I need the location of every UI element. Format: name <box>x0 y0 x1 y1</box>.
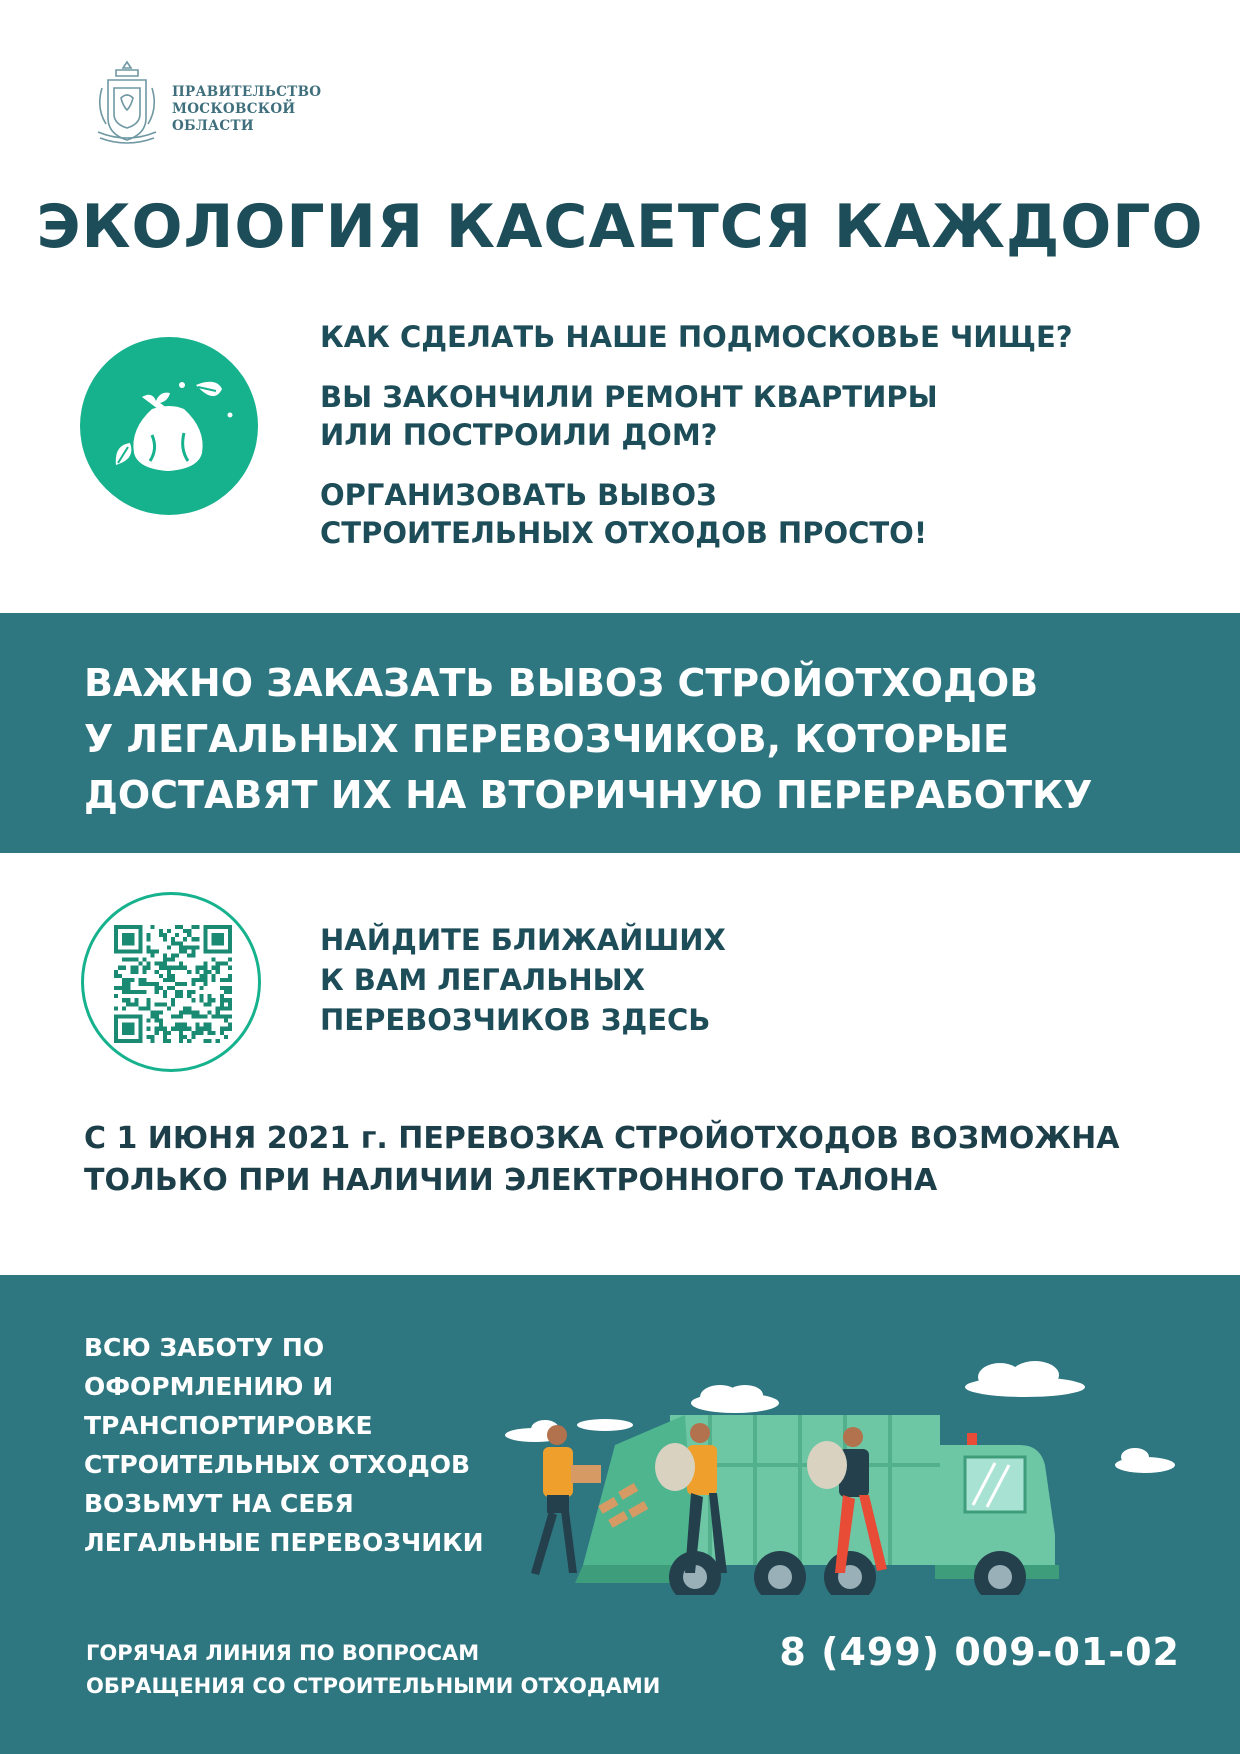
question-3: ОРГАНИЗОВАТЬ ВЫВОЗ СТРОИТЕЛЬНЫХ ОТХОДОВ ПРОСТО! <box>320 478 928 550</box>
notice-text: С 1 ИЮНЯ 2021 г. ПЕРЕВОЗКА СТРОЙОТХОДОВ ВОЗМОЖНА ТОЛЬКО ПРИ НАЛИЧИИ ЭЛЕКТРОННОГО ТАЛОНА <box>84 1121 1120 1198</box>
care-text: ВСЮ ЗАБОТУ ПО ОФОРМЛЕНИЮ И ТРАНСПОРТИРОВКЕ СТРОИТЕЛЬНЫХ ОТХОДОВ ВОЗЬМУТ НА СЕБЯ ЛЕГАЛЬНЫЕ ПЕРЕВОЗЧИКИ <box>84 1333 484 1557</box>
logo-line-1: ПРАВИТЕЛЬСТВО <box>172 84 322 100</box>
questions-block <box>320 318 1200 574</box>
page-title: ЭКОЛОГИЯ КАСАЕТСЯ КАЖДОГО <box>36 192 1204 262</box>
qr-code-badge[interactable] <box>81 892 261 1072</box>
important-banner <box>0 613 1240 853</box>
hotline-label: ГОРЯЧАЯ ЛИНИЯ ПО ВОПРОСАМ ОБРАЩЕНИЯ СО СТРОИТЕЛЬНЫМИ ОТХОДАМИ <box>86 1641 661 1698</box>
important-text: ВАЖНО ЗАКАЗАТЬ ВЫВОЗ СТРОЙОТХОДОВ У ЛЕГАЛЬНЫХ ПЕРЕВОЗЧИКОВ, КОТОРЫЕ ДОСТАВЯТ ИХ НА ВТОРИЧНУЮ ПЕРЕРАБОТКУ <box>84 661 1093 817</box>
garbage-truck-illustration <box>495 1315 1215 1595</box>
hotline-phone[interactable]: 8 (499) 009-01-02 <box>779 1630 1180 1674</box>
logo-line-3: ОБЛАСТИ <box>172 118 254 134</box>
trash-bag-icon <box>80 337 258 515</box>
logo-line-2: МОСКОВСКОЙ <box>172 101 296 117</box>
government-name <box>172 84 321 135</box>
trash-bag-badge <box>80 337 258 515</box>
bottom-banner <box>0 1275 1240 1754</box>
qr-code-icon[interactable] <box>114 925 232 1043</box>
government-logo <box>92 58 332 150</box>
find-carriers-text: НАЙДИТЕ БЛИЖАЙШИХ К ВАМ ЛЕГАЛЬНЫХ ПЕРЕВОЗЧИКОВ ЗДЕСЬ <box>320 923 726 1037</box>
question-1: КАК СДЕЛАТЬ НАШЕ ПОДМОСКОВЬЕ ЧИЩЕ? <box>320 320 1073 354</box>
coat-of-arms-icon <box>92 58 162 150</box>
question-2: ВЫ ЗАКОНЧИЛИ РЕМОНТ КВАРТИРЫ ИЛИ ПОСТРОИЛИ ДОМ? <box>320 380 938 452</box>
